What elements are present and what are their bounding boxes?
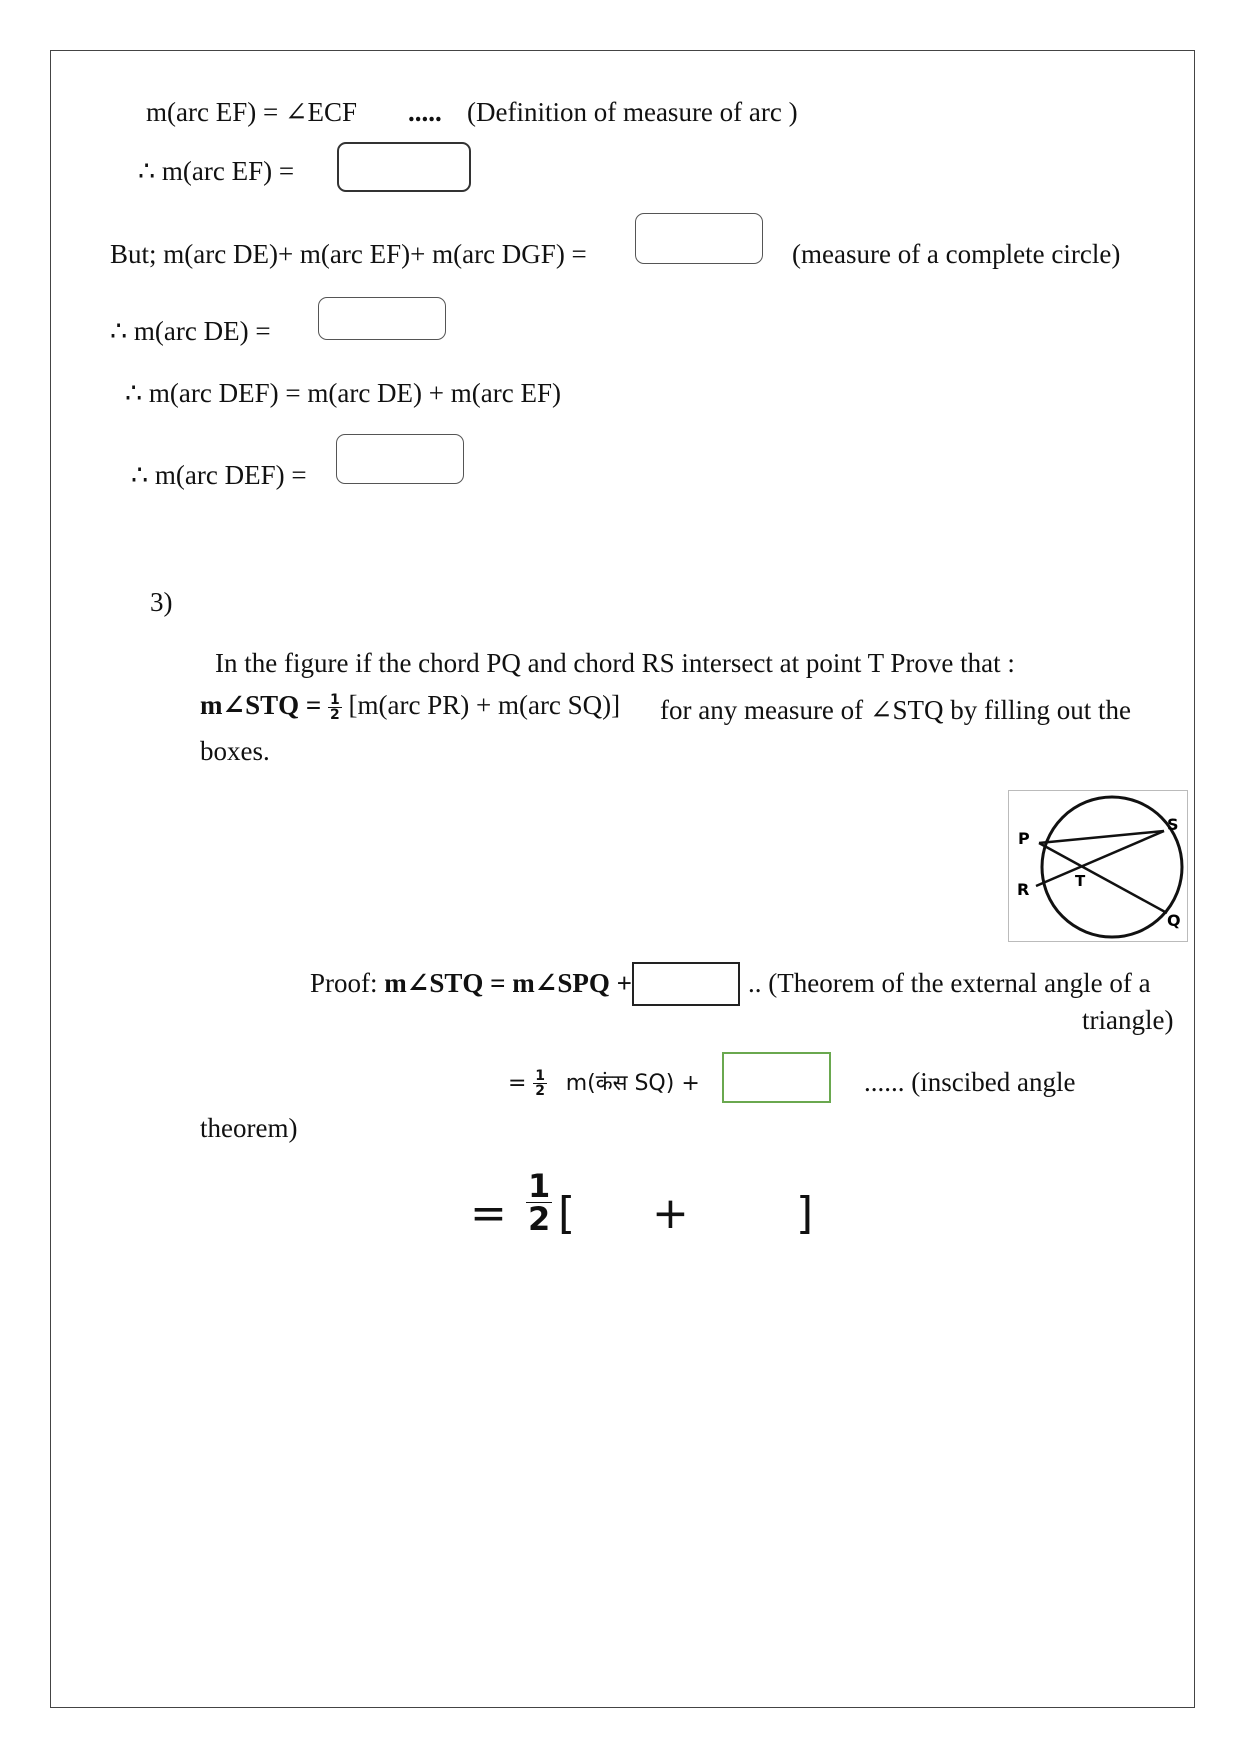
label-t: T	[1075, 872, 1086, 890]
arc-de-result: ∴ m(arc DE) =	[110, 316, 271, 346]
answer-box-arc-def[interactable]	[336, 434, 464, 484]
proof-eq3-plus: +	[652, 1188, 689, 1239]
arc-ef-result: ∴ m(arc EF) =	[138, 156, 295, 186]
statement-lhs: m∠STQ =	[200, 690, 322, 720]
label-s: S	[1167, 815, 1179, 834]
proof-label: Proof:	[310, 968, 378, 998]
reason-complete-circle: (measure of a complete circle)	[792, 239, 1121, 269]
arc-def-sum: ∴ m(arc DEF) = m(arc DE) + m(arc EF)	[125, 378, 561, 408]
proof-eq2-body: m(कंस SQ) +	[565, 1071, 700, 1096]
proof-eq2-equals: =	[508, 1071, 527, 1096]
question-number: 3)	[150, 587, 173, 617]
half-fraction-2: $\frac{1}{2}$	[535, 1068, 545, 1100]
statement-end: boxes.	[200, 736, 270, 766]
label-q: Q	[1167, 911, 1181, 930]
reason-external-angle-end: triangle)	[1082, 1005, 1174, 1035]
proof-line-2	[508, 1068, 700, 1098]
proof-eq1: m∠STQ = m∠SPQ +	[384, 968, 633, 998]
chord-ps	[1039, 831, 1164, 843]
proof-eq3-close-bracket: ]	[796, 1188, 814, 1239]
question-intro: In the figure if the chord PQ and chord RS intersect at point T Prove that :	[215, 648, 1015, 678]
arc-def-result: ∴ m(arc DEF) =	[131, 460, 307, 490]
statement-line	[200, 692, 620, 722]
answer-box-circle[interactable]	[635, 213, 763, 264]
circle-figure	[1008, 790, 1188, 942]
proof-line-1	[310, 970, 632, 997]
half-fraction: $\frac{1}{2}$	[330, 692, 340, 724]
reason-definition: (Definition of measure of arc )	[467, 97, 798, 127]
reason-inscribed-angle-end: theorem)	[200, 1113, 298, 1143]
label-r: R	[1017, 880, 1030, 899]
dots: .....	[408, 97, 442, 127]
answer-box-arc-ef[interactable]	[337, 142, 471, 192]
answer-box-angle[interactable]	[632, 962, 740, 1006]
chord-pq	[1039, 843, 1167, 913]
statement-rhs: [m(arc PR) + m(arc SQ)]	[348, 690, 621, 720]
answer-box-inscribed[interactable]	[722, 1052, 831, 1103]
answer-box-arc-de[interactable]	[318, 297, 446, 340]
complete-circle-sum: But; m(arc DE)+ m(arc EF)+ m(arc DGF) =	[110, 239, 587, 269]
reason-external-angle: .. (Theorem of the external angle of a	[748, 968, 1151, 998]
circle	[1042, 797, 1182, 937]
proof-eq3-equals: =	[470, 1188, 507, 1239]
label-p: P	[1018, 829, 1030, 848]
half-fraction-3: $\frac{1}{2}$	[528, 1167, 551, 1238]
statement-tail: for any measure of ∠STQ by filling out the	[660, 695, 1132, 725]
arc-ef-definition: m(arc EF) = ∠ECF	[146, 97, 358, 127]
proof-eq3-open-bracket: [	[558, 1188, 576, 1239]
reason-inscribed-angle: ...... (inscibed angle	[864, 1067, 1076, 1097]
circle-chords-diagram	[1009, 791, 1187, 941]
